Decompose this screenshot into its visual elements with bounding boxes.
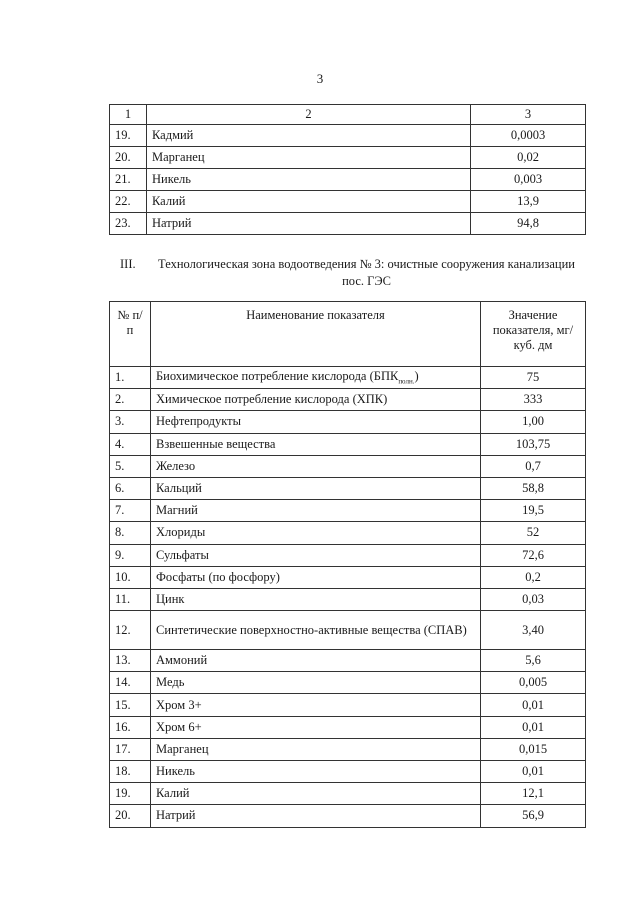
- row-name: Сульфаты: [151, 544, 481, 566]
- table-row: [110, 738, 586, 760]
- header-cell-3: 3: [471, 105, 586, 125]
- row-name: Марганец: [147, 147, 471, 169]
- row-name: Натрий: [147, 213, 471, 235]
- row-value: 56,9: [481, 805, 586, 827]
- row-value: 0,01: [481, 761, 586, 783]
- row-name: Аммоний: [151, 650, 481, 672]
- table-continuation: [109, 104, 586, 235]
- row-value: 0,2: [481, 566, 586, 588]
- row-number: 6.: [110, 477, 151, 499]
- row-name: Химическое потребление кислорода (ХПК): [151, 389, 481, 411]
- row-name: Марганец: [151, 738, 481, 760]
- table-row: [110, 367, 586, 389]
- row-name: Никель: [147, 169, 471, 191]
- row-number: 7.: [110, 500, 151, 522]
- table-row: [110, 588, 586, 610]
- table-row: [110, 650, 586, 672]
- row-name: Медь: [151, 672, 481, 694]
- row-name: Калий: [151, 783, 481, 805]
- row-number: 11.: [110, 588, 151, 610]
- row-name-tail: ): [414, 369, 419, 384]
- row-number: 20.: [110, 147, 147, 169]
- row-name: Взвешенные вещества: [151, 433, 481, 455]
- page-number: 3: [316, 71, 324, 86]
- row-number: 3.: [110, 411, 151, 433]
- table-row: [110, 213, 586, 235]
- row-value: 0,015: [481, 738, 586, 760]
- row-name: Железо: [151, 455, 481, 477]
- row-number: 17.: [110, 738, 151, 760]
- table-row: [110, 125, 586, 147]
- table-row: [110, 433, 586, 455]
- table-row: [110, 544, 586, 566]
- row-value: 0,02: [471, 147, 586, 169]
- row-value: 72,6: [481, 544, 586, 566]
- table-row: [110, 783, 586, 805]
- row-number: 12.: [110, 611, 151, 650]
- row-number: 10.: [110, 566, 151, 588]
- row-value: 3,40: [481, 611, 586, 650]
- row-value: 12,1: [481, 783, 586, 805]
- row-value: 0,01: [481, 716, 586, 738]
- header-cell-1: 1: [110, 105, 147, 125]
- row-value: 94,8: [471, 213, 586, 235]
- row-value: 333: [481, 389, 586, 411]
- table-row: [110, 566, 586, 588]
- row-number: 14.: [110, 672, 151, 694]
- row-name-subscript: полн.: [398, 377, 415, 386]
- table-row: [110, 694, 586, 716]
- table-row: [110, 477, 586, 499]
- row-value: 0,003: [471, 169, 586, 191]
- row-value: 103,75: [481, 433, 586, 455]
- table-row: [110, 805, 586, 827]
- row-number: 15.: [110, 694, 151, 716]
- row-name: Кадмий: [147, 125, 471, 147]
- row-number: 21.: [110, 169, 147, 191]
- row-number: 16.: [110, 716, 151, 738]
- row-number: 9.: [110, 544, 151, 566]
- row-number: 8.: [110, 522, 151, 544]
- table-row: [110, 411, 586, 433]
- row-name-text: Биохимическое потребление кислорода (БПК: [156, 369, 399, 384]
- row-name: Натрий: [151, 805, 481, 827]
- table-row: [110, 191, 586, 213]
- section-title: Технологическая зона водоотведения № 3: очистные сооружения канализации пос. ГЭС: [158, 257, 575, 288]
- row-value: 75: [481, 367, 586, 389]
- table-row: [110, 522, 586, 544]
- row-number: 1.: [110, 367, 151, 389]
- row-number: 19.: [110, 783, 151, 805]
- header-value: Значение показателя, мг/куб. дм: [481, 302, 586, 367]
- row-name: Хром 6+: [151, 716, 481, 738]
- row-value: 0,005: [481, 672, 586, 694]
- row-number: 5.: [110, 455, 151, 477]
- row-number: 13.: [110, 650, 151, 672]
- row-name: Фосфаты (по фосфору): [151, 566, 481, 588]
- table-row: [110, 672, 586, 694]
- row-value: 0,0003: [471, 125, 586, 147]
- row-number: 22.: [110, 191, 147, 213]
- table-row: [110, 147, 586, 169]
- table-row: [110, 455, 586, 477]
- row-name: Кальций: [151, 477, 481, 499]
- row-number: 20.: [110, 805, 151, 827]
- table-row: [110, 500, 586, 522]
- row-value: 0,03: [481, 588, 586, 610]
- header-num: № п/п: [110, 302, 151, 367]
- indicators-table: [109, 301, 586, 828]
- row-name: Калий: [147, 191, 471, 213]
- row-name: Синтетические поверхностно-активные вещества (СПАВ): [151, 611, 481, 650]
- section-heading: [120, 256, 575, 290]
- table-row: [110, 611, 586, 650]
- row-name: Хлориды: [151, 522, 481, 544]
- row-value: 5,6: [481, 650, 586, 672]
- header-cell-2: 2: [147, 105, 471, 125]
- table-row: [110, 389, 586, 411]
- row-value: 13,9: [471, 191, 586, 213]
- row-number: 4.: [110, 433, 151, 455]
- row-number: 2.: [110, 389, 151, 411]
- row-name: Никель: [151, 761, 481, 783]
- table-row: [110, 716, 586, 738]
- row-name: Цинк: [151, 588, 481, 610]
- row-name: Хром 3+: [151, 694, 481, 716]
- row-value: 0,01: [481, 694, 586, 716]
- row-value: 58,8: [481, 477, 586, 499]
- table-row: [110, 761, 586, 783]
- row-value: 52: [481, 522, 586, 544]
- row-number: 23.: [110, 213, 147, 235]
- row-value: 1,00: [481, 411, 586, 433]
- row-value: 0,7: [481, 455, 586, 477]
- row-name: [151, 367, 481, 389]
- table-header-row: [110, 105, 586, 125]
- row-number: 18.: [110, 761, 151, 783]
- section-number: III.: [120, 257, 136, 271]
- table-row: [110, 169, 586, 191]
- row-name: Нефтепродукты: [151, 411, 481, 433]
- row-name: Магний: [151, 500, 481, 522]
- header-name: Наименование показателя: [151, 302, 481, 367]
- table-header-row: [110, 302, 586, 367]
- row-value: 19,5: [481, 500, 586, 522]
- row-number: 19.: [110, 125, 147, 147]
